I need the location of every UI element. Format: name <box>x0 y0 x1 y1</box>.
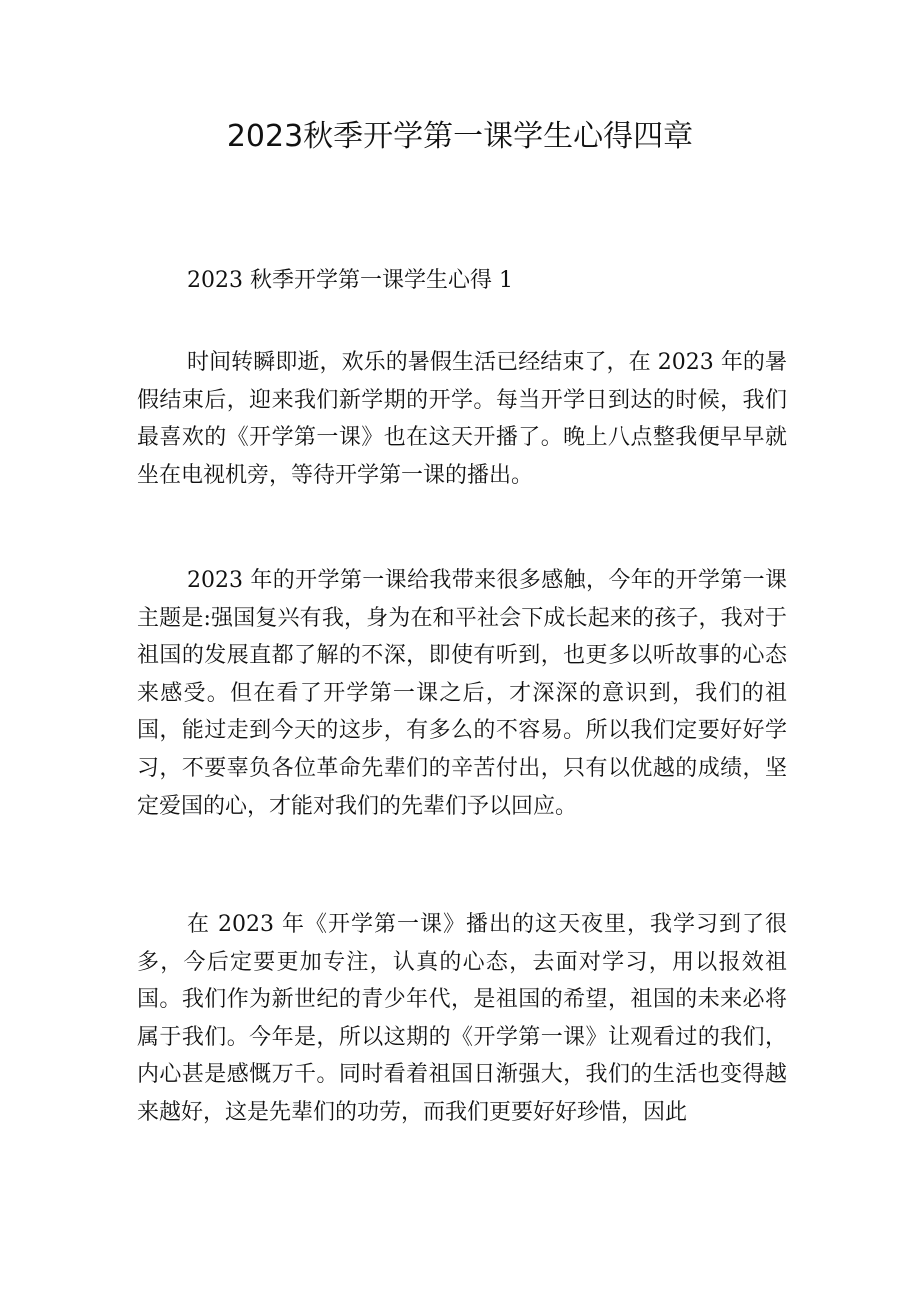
paragraph-2: 2023 年的开学第一课给我带来很多感触，今年的开学第一课主题是:强国复兴有我，身为在和平社会下成长起来的孩子，我对于祖国的发展直都了解的不深，即使有听到，也更多以听故事的心态来感受。但在看了开学第一课之后，才深深的意识到，我们的祖国，能过走到今天的这步，有多么的不容易。所以我们定要好好学习，不要辜负各位革命先辈们的辛苦付出，只有以优越的成绩，坚定爱国的心，才能对我们的先辈们予以回应。 <box>137 568 787 819</box>
paragraph-3: 在 2023 年《开学第一课》播出的这天夜里，我学习到了很多，今后定要更加专注，认真的心态，去面对学习，用以报效祖国。我们作为新世纪的青少年代，是祖国的希望，祖国的未来必将属于我们。今年是，所以这期的《开学第一课》让观看过的我们，内心甚是感慨万千。同时看着祖国日渐强大，我们的生活也变得越来越好，这是先辈们的功劳，而我们更要好好珍惜，因此 <box>137 912 787 1125</box>
section-heading: 2023 秋季开学第一课学生心得 1 <box>187 268 513 293</box>
document-title: 2023秋季开学第一课学生心得四章 <box>226 119 694 154</box>
paragraph-1: 时间转瞬即逝，欢乐的暑假生活已经结束了，在 2023 年的暑假结束后，迎来我们新学期的开学。每当开学日到达的时候，我们最喜欢的《开学第一课》也在这天开播了。晚上八点整我便早早就坐在电视机旁，等待开学第一课的播出。 <box>137 350 787 488</box>
